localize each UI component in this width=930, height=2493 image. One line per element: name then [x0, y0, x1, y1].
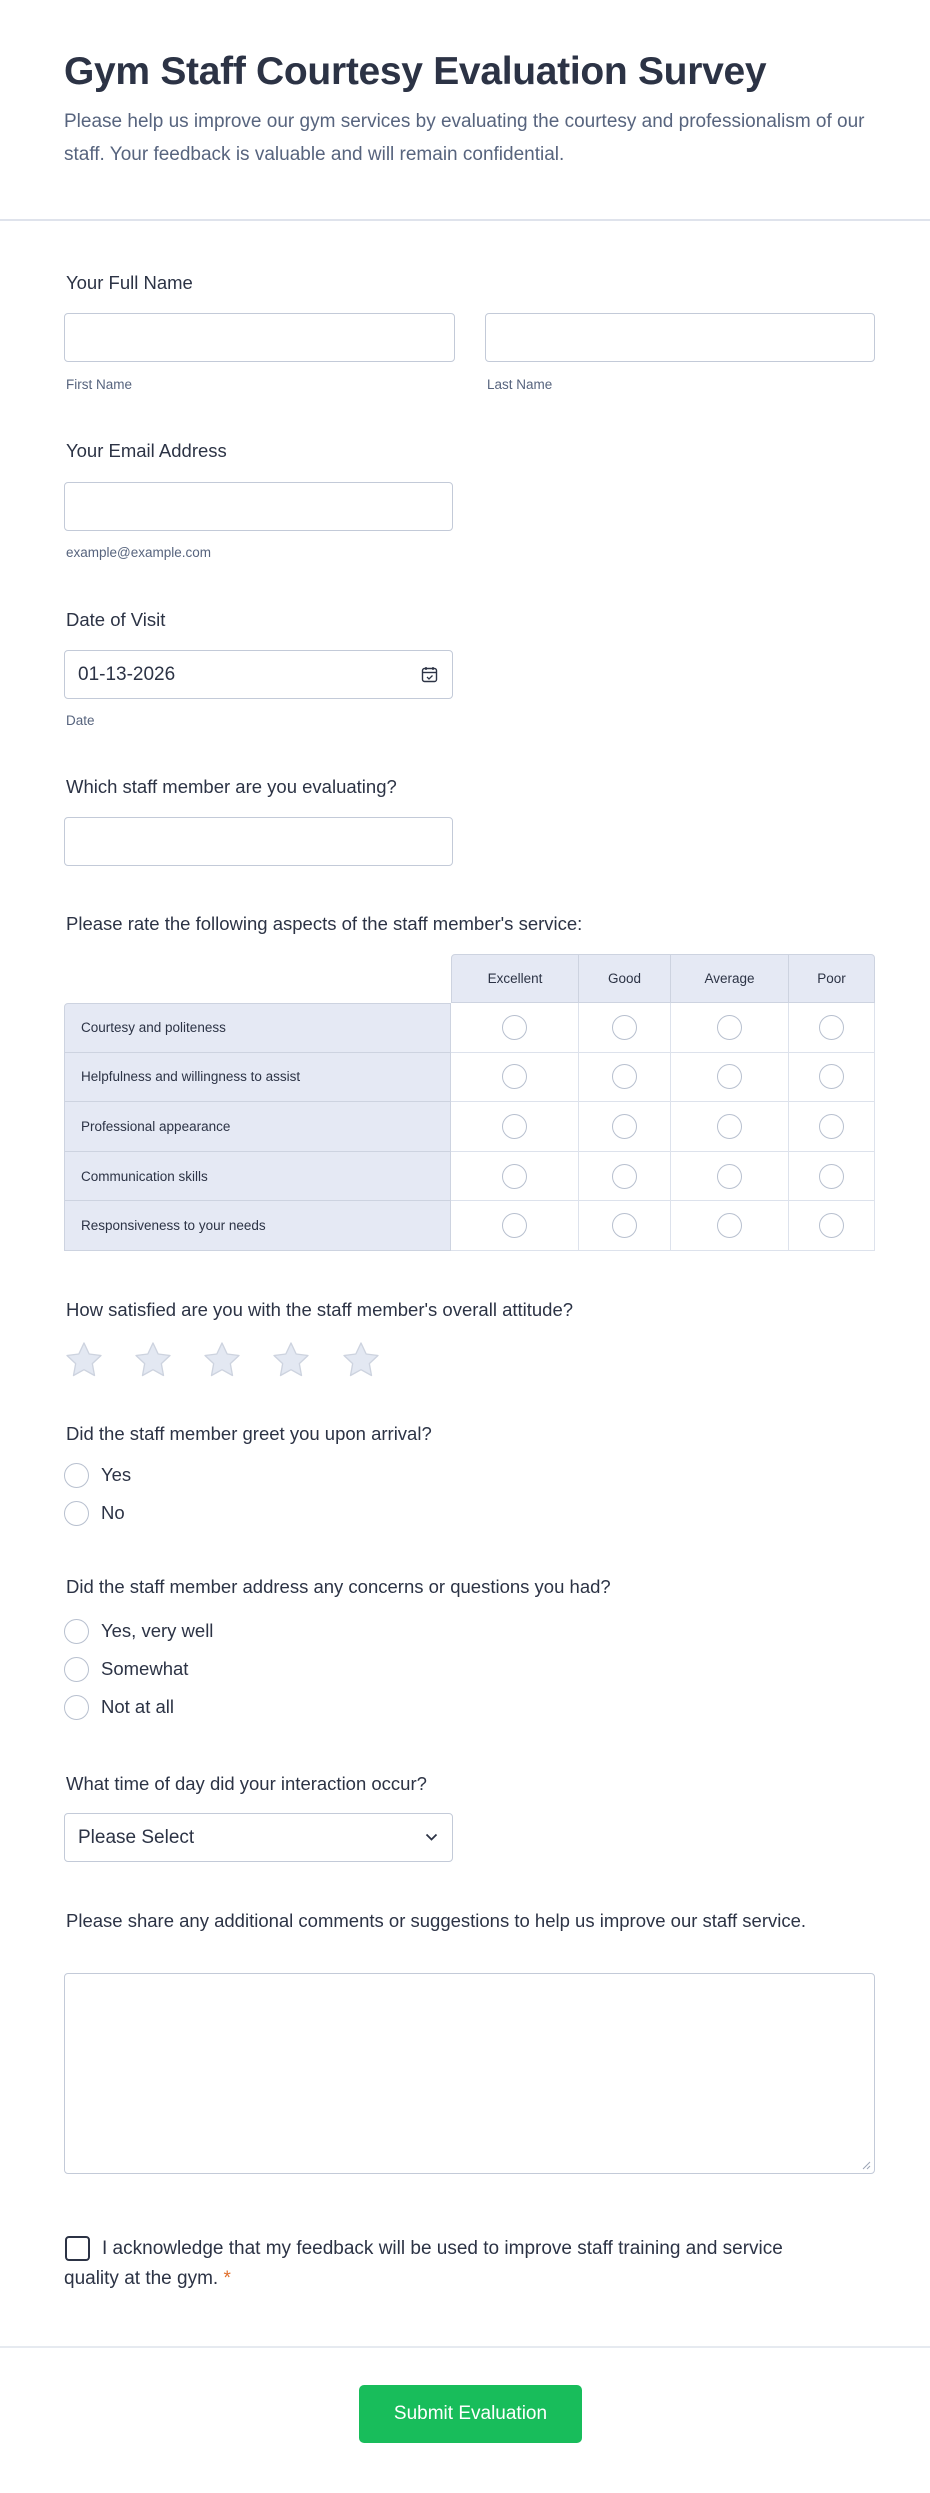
- matrix-radio[interactable]: [717, 1015, 742, 1040]
- date-sublabel: Date: [66, 713, 95, 728]
- matrix-radio[interactable]: [502, 1164, 527, 1189]
- matrix-radio[interactable]: [819, 1164, 844, 1189]
- greet-option-yes[interactable]: [64, 1460, 131, 1490]
- option-label: Somewhat: [101, 1658, 189, 1679]
- rating-matrix: [64, 954, 875, 1251]
- first-name-input[interactable]: [64, 313, 455, 362]
- star-icon[interactable]: [64, 1340, 104, 1380]
- matrix-radio[interactable]: [717, 1213, 742, 1238]
- matrix-row: [64, 1053, 875, 1103]
- ack-label: [64, 2234, 784, 2294]
- matrix-radio[interactable]: [819, 1064, 844, 1089]
- full-name-label: Your Full Name: [66, 272, 193, 293]
- resize-handle-icon[interactable]: [862, 2161, 871, 2170]
- option-label: Yes: [101, 1464, 132, 1485]
- comments-textarea[interactable]: [64, 1973, 875, 2174]
- matrix-radio[interactable]: [612, 1114, 637, 1139]
- matrix-row-label: Professional appearance: [64, 1102, 451, 1152]
- matrix-col-header: Average: [671, 954, 789, 1003]
- matrix-radio[interactable]: [612, 1064, 637, 1089]
- star-icon[interactable]: [202, 1340, 242, 1380]
- page-title: Gym Staff Courtesy Evaluation Survey: [64, 50, 767, 93]
- date-value: 01-13-2026: [78, 664, 176, 685]
- first-name-sublabel: First Name: [66, 377, 133, 392]
- matrix-radio[interactable]: [717, 1164, 742, 1189]
- greet-label: Did the staff member greet you upon arrival?: [66, 1423, 432, 1444]
- matrix-radio[interactable]: [717, 1114, 742, 1139]
- matrix-radio[interactable]: [502, 1015, 527, 1040]
- matrix-radio[interactable]: [717, 1064, 742, 1089]
- email-label: Your Email Address: [66, 440, 227, 461]
- required-mark: *: [223, 2268, 231, 2289]
- matrix-row: [64, 1152, 875, 1202]
- matrix-row-label: Responsiveness to your needs: [64, 1201, 451, 1251]
- concerns-option-very-well[interactable]: [64, 1616, 213, 1646]
- matrix-col-header: Excellent: [451, 954, 579, 1003]
- star-icon[interactable]: [271, 1340, 311, 1380]
- staff-label: Which staff member are you evaluating?: [66, 776, 397, 797]
- matrix-radio[interactable]: [502, 1213, 527, 1238]
- matrix-col-header: Good: [579, 954, 671, 1003]
- email-sublabel: example@example.com: [66, 545, 212, 560]
- header-divider: [0, 219, 930, 221]
- matrix-row: [64, 1201, 875, 1251]
- rating-label: How satisfied are you with the staff member's overall attitude?: [66, 1299, 574, 1320]
- staff-input[interactable]: [64, 817, 453, 866]
- matrix-row: [64, 1003, 875, 1053]
- radio-circle[interactable]: [64, 1463, 89, 1488]
- submit-button[interactable]: Submit Evaluation: [359, 2385, 582, 2443]
- radio-circle[interactable]: [64, 1501, 89, 1526]
- matrix-header-row: [64, 954, 875, 1003]
- matrix-radio[interactable]: [502, 1064, 527, 1089]
- last-name-input[interactable]: [485, 313, 875, 362]
- matrix-col-header: Poor: [789, 954, 875, 1003]
- star-icon[interactable]: [133, 1340, 173, 1380]
- matrix-radio[interactable]: [819, 1015, 844, 1040]
- radio-circle[interactable]: [64, 1619, 89, 1644]
- footer-divider: [0, 2346, 930, 2348]
- star-icon[interactable]: [341, 1340, 381, 1380]
- matrix-radio[interactable]: [819, 1114, 844, 1139]
- matrix-radio[interactable]: [612, 1213, 637, 1238]
- option-label: Yes, very well: [101, 1620, 214, 1641]
- chevron-down-icon: [425, 1833, 438, 1842]
- option-label: Not at all: [101, 1696, 175, 1717]
- date-label: Date of Visit: [66, 609, 166, 630]
- email-input[interactable]: [64, 482, 453, 531]
- page-description: Please help us improve our gym services by evaluating the courtesy and professionalism of our staff. Your feedback is valuable and will remain confidential.: [64, 111, 865, 165]
- concerns-option-somewhat[interactable]: [64, 1654, 188, 1684]
- matrix-row: [64, 1102, 875, 1152]
- concerns-option-not-at-all[interactable]: [64, 1692, 174, 1722]
- ack-text: I acknowledge that my feedback will be used to improve staff training and service quality at the gym.: [64, 2238, 783, 2289]
- greet-option-no[interactable]: [64, 1498, 125, 1528]
- matrix-row-label: Helpfulness and willingness to assist: [64, 1053, 451, 1103]
- matrix-radio[interactable]: [819, 1213, 844, 1238]
- matrix-row-label: Communication skills: [64, 1152, 451, 1202]
- calendar-icon[interactable]: [421, 666, 438, 683]
- concerns-label: Did the staff member address any concerns or questions you had?: [66, 1576, 611, 1597]
- last-name-sublabel: Last Name: [487, 377, 553, 392]
- matrix-radio[interactable]: [612, 1015, 637, 1040]
- date-input[interactable]: [64, 650, 453, 699]
- time-select[interactable]: [64, 1813, 453, 1862]
- time-select-value: Please Select: [78, 1827, 195, 1848]
- matrix-label: Please rate the following aspects of the staff member's service:: [66, 913, 583, 934]
- radio-circle[interactable]: [64, 1695, 89, 1720]
- matrix-row-label: Courtesy and politeness: [64, 1003, 451, 1053]
- matrix-corner: [64, 954, 451, 1003]
- matrix-radio[interactable]: [502, 1114, 527, 1139]
- option-label: No: [101, 1502, 125, 1523]
- comments-label: Please share any additional comments or suggestions to help us improve our staff service.: [66, 1910, 807, 1931]
- time-label: What time of day did your interaction occur?: [66, 1773, 427, 1794]
- matrix-radio[interactable]: [612, 1164, 637, 1189]
- radio-circle[interactable]: [64, 1657, 89, 1682]
